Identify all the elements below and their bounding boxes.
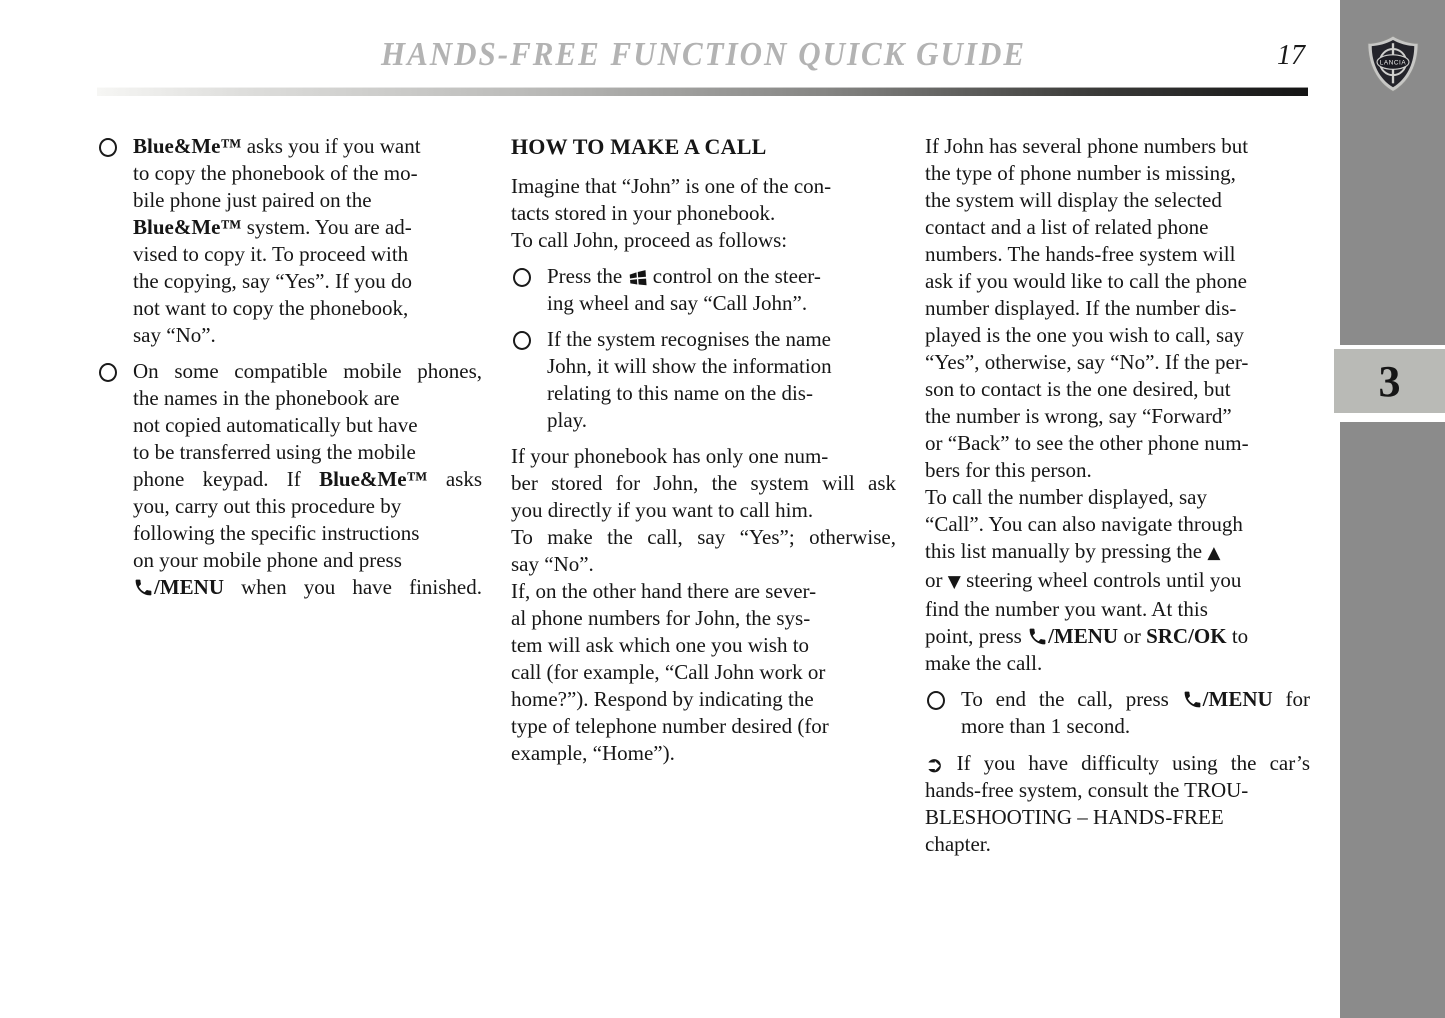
text-line: If, on the other hand there are sever- [511, 579, 817, 603]
text-line: you directly if you want to call him. [511, 498, 814, 522]
note-paragraph [925, 750, 1310, 858]
paragraph [511, 578, 896, 767]
text-line: bile phone just paired on the [133, 188, 372, 212]
column-middle [511, 133, 896, 858]
text-line: Blue&Me™ system. You are ad- [133, 215, 412, 239]
bullet-item [925, 686, 1310, 740]
text-line: phone keypad. If Blue&Me™ asks [133, 467, 482, 491]
bullet-circle-icon [99, 363, 117, 382]
text-line: to be transferred using the mobile [133, 440, 416, 464]
text-line: al phone numbers for John, the sys- [511, 606, 811, 630]
text-line: say “No”. [133, 323, 216, 347]
text-line: the names in the phonebook are [133, 386, 400, 410]
text-line: number displayed. If the number dis- [925, 296, 1237, 320]
text-line: relating to this name on the dis- [547, 381, 813, 405]
column-left [97, 133, 482, 858]
text-line: on your mobile phone and press [133, 548, 402, 572]
text-line: hands-free system, consult the TROU- [925, 778, 1249, 802]
text-line: To make the call, say “Yes”; otherwise, [511, 525, 896, 549]
text-line: If the system recognises the name [547, 327, 831, 351]
text-line: or ▼ steering wheel controls until you [925, 568, 1242, 592]
text-line: To call the number displayed, say [925, 485, 1207, 509]
lancia-shield-icon [1364, 34, 1422, 94]
paragraph [925, 133, 1310, 484]
text-line: Press the control on the steer- [547, 264, 821, 288]
column-right [925, 133, 1310, 858]
paragraph [511, 173, 896, 254]
paragraph [925, 484, 1310, 677]
text-line: John, it will show the information [547, 354, 832, 378]
section-heading [511, 133, 896, 160]
text-line: “Yes”, otherwise, say “No”. If the per- [925, 350, 1249, 374]
bullet-item [97, 358, 482, 601]
text-line: ➲ If you have difficulty using the car’s [925, 751, 1310, 778]
text-line: contact and a list of related phone [925, 215, 1209, 239]
bullet-circle-icon [99, 138, 117, 157]
text-line: On some compatible mobile phones, [133, 359, 482, 383]
text-line: home?”). Respond by indicating the [511, 687, 814, 711]
text-line: to copy the phonebook of the mo- [133, 161, 418, 185]
header-gradient-rule [97, 87, 1308, 96]
text-line: the copying, say “Yes”. If you do [133, 269, 412, 293]
content-columns [97, 133, 1310, 858]
text-line: type of telephone number desired (for [511, 714, 829, 738]
text-line: you, carry out this procedure by [133, 494, 402, 518]
text-line: following the specific instructions [133, 521, 420, 545]
text-line: Imagine that “John” is one of the con- [511, 174, 832, 198]
text-line: “Call”. You can also navigate through [925, 512, 1243, 536]
text-line: To call John, proceed as follows: [511, 228, 788, 252]
paragraph [511, 443, 896, 578]
text-line: more than 1 second. [961, 714, 1131, 738]
text-line: not want to copy the phonebook, [133, 296, 409, 320]
text-line: vised to copy it. To proceed with [133, 242, 409, 266]
scroll-down-icon: ▼ [947, 572, 961, 592]
page-title: HANDS-FREE FUNCTION QUICK GUIDE [380, 34, 1027, 73]
text-line: tem will ask which one you wish to [511, 633, 810, 657]
text-line: Blue&Me™ asks you if you want [133, 134, 421, 158]
bullet-circle-icon [927, 691, 945, 710]
voice-command-icon [628, 269, 648, 287]
text-line: or “Back” to see the other phone num- [925, 431, 1249, 455]
scroll-up-icon: ▲ [1207, 543, 1221, 563]
phone-menu-icon [1182, 689, 1203, 710]
text-line: say “No”. [511, 552, 594, 576]
text-line: the system will display the selected [925, 188, 1222, 212]
bullet-item [511, 263, 896, 317]
text-line: point, press /MENU or SRC/OK to [925, 624, 1249, 648]
phone-menu-icon [1027, 626, 1048, 647]
text-line: played is the one you wish to call, say [925, 323, 1245, 347]
bullet-item [97, 133, 482, 349]
note-arrow-icon: ➲ [925, 753, 944, 778]
text-line: If your phonebook has only one num- [511, 444, 829, 468]
page-number: 17 [1277, 40, 1305, 71]
text-line: find the number you want. At this [925, 597, 1208, 621]
text-line: the type of phone number is missing, [925, 161, 1236, 185]
bullet-circle-icon [513, 268, 531, 287]
text-line: chapter. [925, 832, 991, 856]
text-line: not copied automatically but have [133, 413, 418, 437]
bullet-circle-icon [513, 331, 531, 350]
text-line: BLESHOOTING – HANDS-FREE [925, 805, 1224, 829]
text-line: If John has several phone numbers but [925, 134, 1249, 158]
text-line: the number is wrong, say “Forward” [925, 404, 1232, 428]
bullet-item [511, 326, 896, 434]
text-line: ber stored for John, the system will ask [511, 471, 896, 495]
text-line: son to contact is the one desired, but [925, 377, 1231, 401]
text-line: HOW TO MAKE A CALL [511, 134, 767, 159]
text-line: ask if you would like to call the phone [925, 269, 1247, 293]
chapter-tab [1334, 345, 1445, 422]
text-line: make the call. [925, 651, 1043, 675]
text-line: To end the call, press /MENU for [961, 687, 1310, 711]
text-line: ing wheel and say “Call John”. [547, 291, 808, 315]
text-line: /MENU when you have finished. [133, 574, 482, 601]
text-line: play. [547, 408, 588, 432]
lancia-logo [1340, 34, 1445, 94]
text-line: bers for this person. [925, 458, 1092, 482]
text-line: numbers. The hands-free system will [925, 242, 1236, 266]
text-line: tacts stored in your phonebook. [511, 201, 776, 225]
text-line: example, “Home”). [511, 741, 675, 765]
phone-menu-icon [133, 577, 154, 598]
sidebar-strip [1340, 0, 1445, 1018]
chapter-number: 3 [1378, 356, 1401, 406]
text-line: call (for example, “Call John work or [511, 660, 826, 684]
lancia-logo-text: LANCIA [1379, 59, 1406, 67]
text-line: this list manually by pressing the ▲ [925, 539, 1221, 563]
